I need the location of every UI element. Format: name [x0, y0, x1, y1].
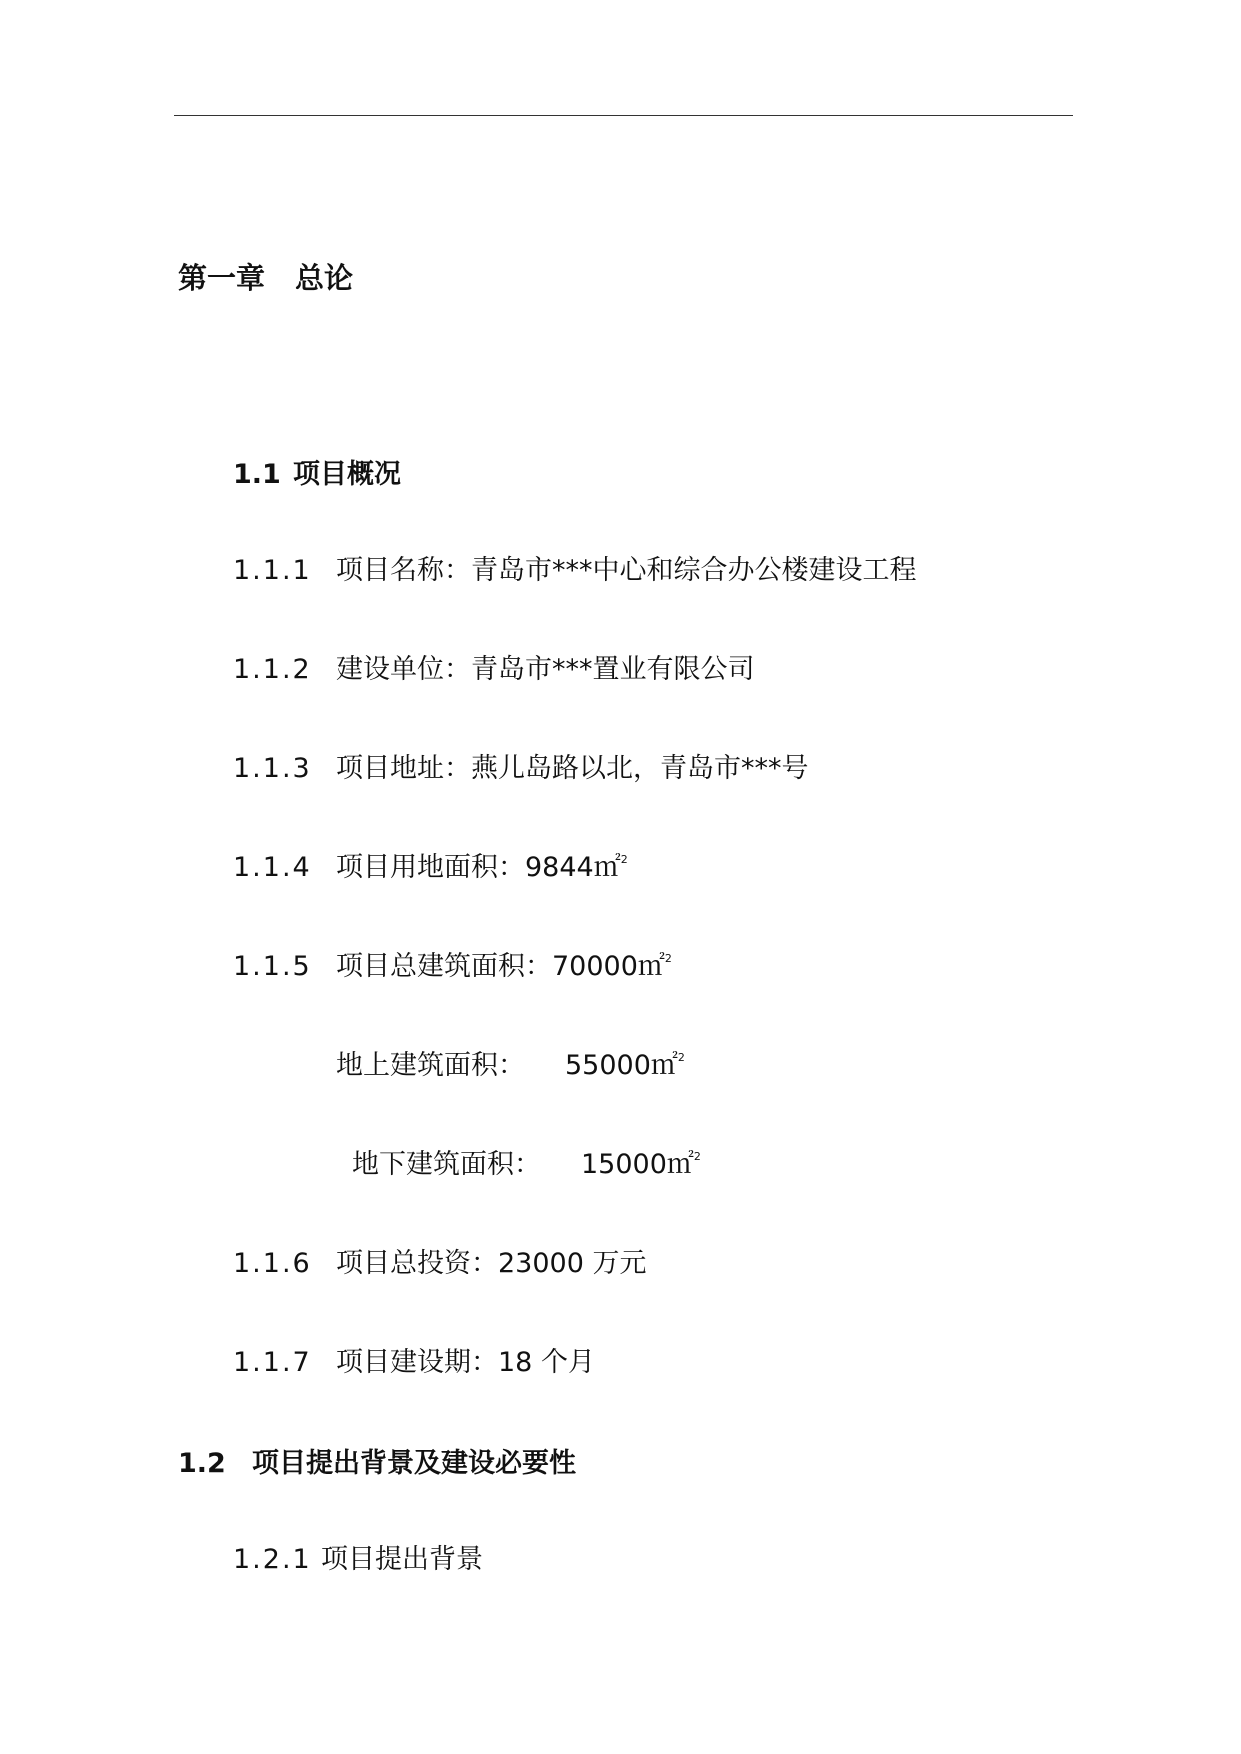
- item-text: 建设单位：青岛市***置业有限公司: [336, 654, 755, 685]
- chapter-title: 总论: [295, 261, 354, 295]
- superscript: 2: [677, 1051, 685, 1064]
- item-text: 项目总建筑面积：70000㎡: [336, 951, 665, 982]
- item-number: 1.1.5: [233, 951, 312, 982]
- item-number: 1.1.4: [233, 852, 312, 883]
- item-text: 项目提出背景: [321, 1544, 483, 1575]
- list-item-1-1-2: [233, 656, 755, 683]
- sub-item-value: 15000㎡: [581, 1149, 694, 1180]
- item-number: 1.1.6: [233, 1248, 312, 1279]
- item-number: 1.1.1: [233, 555, 312, 586]
- section-title: 项目提出背景及建设必要性: [252, 1448, 576, 1479]
- sub-item-above-ground: [336, 1052, 685, 1079]
- sub-item-label: 地上建筑面积：: [336, 1050, 525, 1081]
- list-item-1-1-3: [233, 755, 809, 782]
- superscript: 2: [620, 853, 628, 866]
- sub-item-value: 55000㎡: [565, 1050, 678, 1081]
- item-number: 1.1.2: [233, 654, 312, 685]
- chapter-number: 第一章: [178, 261, 266, 295]
- list-item-1-1-5: [233, 953, 672, 980]
- sub-item-underground: [352, 1151, 701, 1178]
- header-rule: [174, 115, 1073, 116]
- list-item-1-2-1: [233, 1546, 483, 1573]
- list-item-1-1-6: [233, 1250, 646, 1277]
- section-heading-1-1: [233, 461, 401, 488]
- item-number: 1.1.3: [233, 753, 312, 784]
- superscript: 2: [693, 1150, 701, 1163]
- list-item-1-1-1: [233, 557, 917, 584]
- item-text: 项目用地面积：9844㎡: [336, 852, 621, 883]
- section-number: 1.2: [178, 1448, 226, 1479]
- section-heading-1-2: [178, 1450, 576, 1477]
- list-item-1-1-7: [233, 1349, 595, 1376]
- item-text: 项目建设期：18 个月: [336, 1347, 595, 1378]
- superscript: 2: [664, 952, 672, 965]
- item-text: 项目总投资：23000 万元: [336, 1248, 647, 1279]
- item-text: 项目地址：燕儿岛路以北，青岛市***号: [336, 753, 809, 784]
- item-number: 1.1.7: [233, 1347, 312, 1378]
- chapter-heading: [178, 261, 354, 295]
- item-number: 1.2.1: [233, 1544, 312, 1575]
- item-text: 项目名称：青岛市***中心和综合办公楼建设工程: [336, 555, 917, 586]
- sub-item-label: 地下建筑面积：: [352, 1149, 541, 1180]
- list-item-1-1-4: [233, 854, 628, 881]
- section-title: 项目概况: [293, 459, 401, 490]
- section-number: 1.1: [233, 459, 281, 490]
